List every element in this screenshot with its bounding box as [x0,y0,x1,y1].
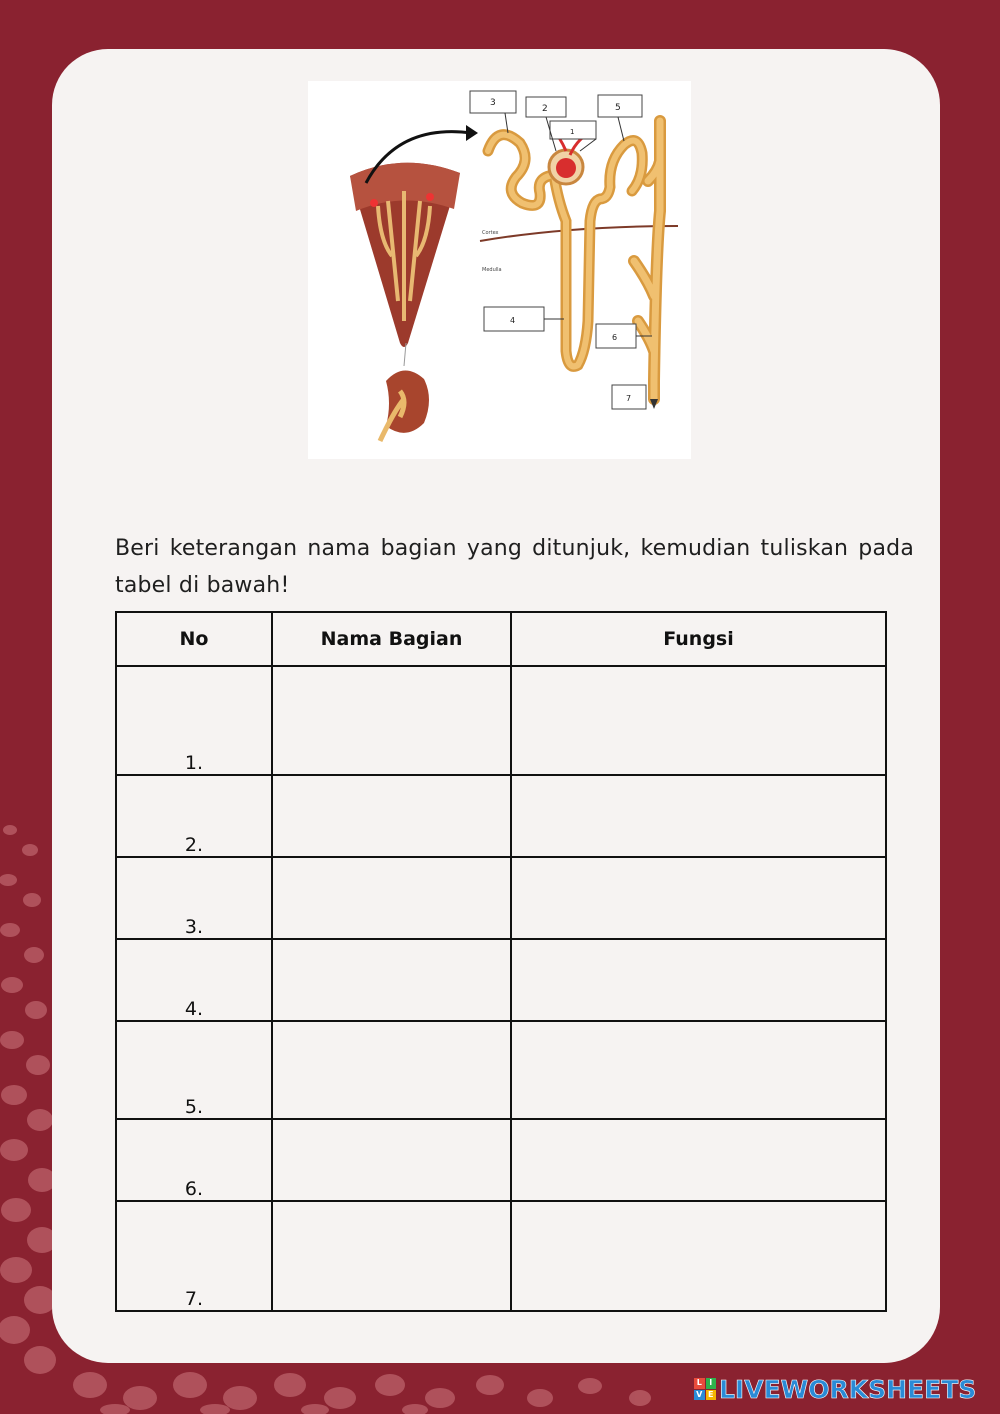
nama-bagian-cell[interactable] [272,775,511,857]
liveworksheets-logo-icon [694,1378,716,1400]
label-3: 3 [490,98,496,108]
label-7: 7 [626,394,632,403]
fungsi-cell[interactable] [511,857,886,939]
header-no: No [116,612,272,666]
glomerulus-dot-left [370,199,378,207]
table-header-row [116,612,886,666]
kidney-icon [386,370,429,432]
liveworksheets-logo-text: LIVEWORKSHEETS [719,1374,977,1404]
row-number: 3. [116,857,272,939]
row-number: 7. [116,1201,272,1311]
row-number: 4. [116,939,272,1021]
nama-bagian-cell[interactable] [272,666,511,775]
fungsi-cell[interactable] [511,666,886,775]
header-nama-bagian: Nama Bagian [272,612,511,666]
row-number: 1. [116,666,272,775]
fungsi-cell[interactable] [511,939,886,1021]
table-row [116,1201,886,1311]
glomerulus [556,158,576,178]
row-number: 6. [116,1119,272,1201]
logo-letter: E [706,1390,717,1401]
fungsi-cell[interactable] [511,1119,886,1201]
label-6: 6 [612,333,618,342]
fungsi-cell[interactable] [511,1021,886,1119]
nama-bagian-cell[interactable] [272,1119,511,1201]
logo-letter: L [694,1378,705,1389]
label-4: 4 [510,316,516,325]
table-row [116,1119,886,1201]
pointer-1 [580,139,596,151]
nephron-diagram [308,81,691,459]
fungsi-cell[interactable] [511,1201,886,1311]
row-number: 5. [116,1021,272,1119]
row-number: 2. [116,775,272,857]
instruction-text: Beri keterangan nama bagian yang ditunjuk, kemudian tuliskan pada tabel di bawah! [115,536,914,598]
table-row [116,939,886,1021]
logo-letter: V [694,1390,705,1401]
zoom-arrow-head [466,125,478,141]
nama-bagian-cell[interactable] [272,1201,511,1311]
answer-table [115,611,887,1312]
table-row [116,857,886,939]
nama-bagian-cell[interactable] [272,939,511,1021]
logo-letter: I [706,1378,717,1389]
medulla-label: Medulla [482,267,502,273]
nama-bagian-cell[interactable] [272,1021,511,1119]
table-row [116,1021,886,1119]
pointer-5 [618,117,624,141]
label-2: 2 [542,104,548,114]
liveworksheets-logo[interactable] [694,1374,976,1404]
cortex-medulla-boundary [480,226,678,241]
label-5: 5 [615,103,621,113]
table-row [116,775,886,857]
header-fungsi: Fungsi [511,612,886,666]
glomerulus-dot-right [426,193,434,201]
nephron-illustration [308,81,691,459]
label-1: 1 [570,128,575,136]
nama-bagian-cell[interactable] [272,857,511,939]
table-row [116,666,886,775]
fungsi-cell[interactable] [511,775,886,857]
cortex-label: Cortex [482,230,499,236]
